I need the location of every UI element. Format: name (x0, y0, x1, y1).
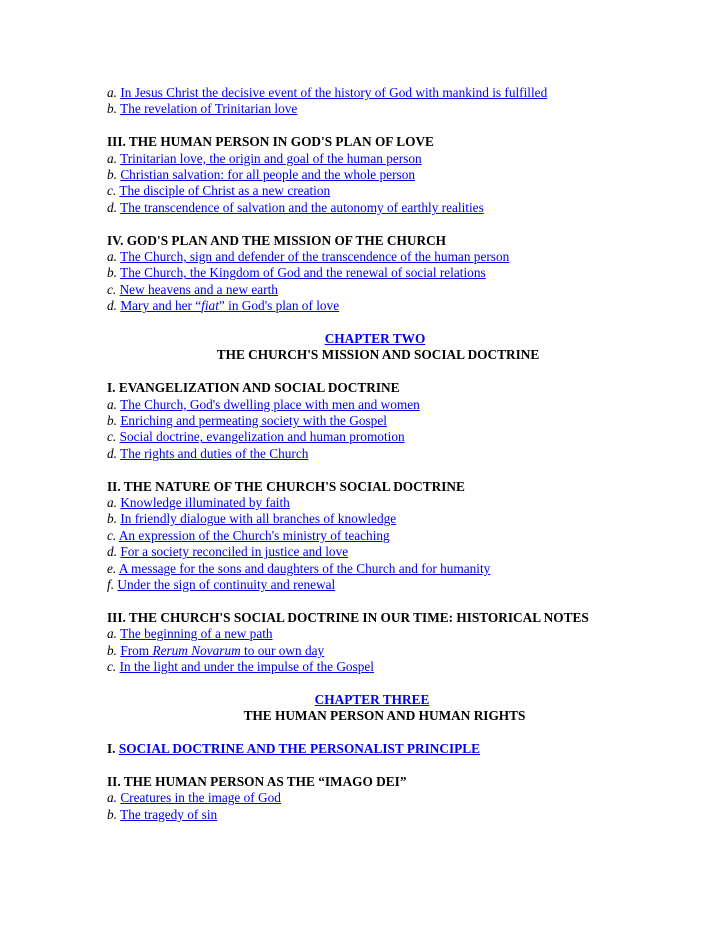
item-letter: a. (107, 249, 117, 265)
item-letter: d. (107, 544, 117, 560)
toc-item (107, 561, 637, 577)
toc-link[interactable]: Under the sign of continuity and renewal (117, 577, 336, 593)
link-text: Mary and her “ (120, 298, 202, 314)
chapter-title-row (107, 692, 637, 708)
item-letter: b. (107, 101, 117, 117)
link-text: ” in God's plan of love (218, 298, 340, 314)
item-letter: b. (107, 806, 117, 822)
item-letter: d. (107, 199, 117, 215)
toc-link[interactable]: The Church, sign and defender of the transcendence of the human person (120, 249, 510, 265)
item-letter: a. (107, 150, 117, 166)
section-heading: I. EVANGELIZATION AND SOCIAL DOCTRINE (107, 380, 400, 396)
chapter-subtitle-row (107, 347, 637, 363)
toc-link[interactable]: The tragedy of sin (120, 806, 218, 822)
item-letter: a. (107, 626, 117, 642)
toc-link[interactable]: In Jesus Christ the decisive event of the history of God with mankind is fulfilled (120, 85, 548, 100)
toc-link[interactable] (120, 643, 324, 658)
toc-link[interactable]: Knowledge illuminated by faith (120, 495, 290, 511)
toc-link[interactable]: New heavens and a new earth (119, 281, 278, 297)
toc-link[interactable]: The Church, the Kingdom of God and the renewal of social relations (120, 265, 486, 281)
item-letter: c. (107, 183, 117, 199)
chapter-two-link[interactable]: CHAPTER TWO (324, 331, 426, 347)
item-letter: c. (107, 659, 117, 675)
document-page (107, 85, 637, 823)
toc-item (107, 151, 637, 167)
toc-link[interactable]: In the light and under the impulse of the Gospel (119, 659, 374, 675)
item-letter: c. (107, 281, 117, 297)
item-letter: a. (107, 495, 117, 511)
item-letter: f. (107, 577, 115, 593)
section-heading: III. THE HUMAN PERSON IN GOD'S PLAN OF LOVE (107, 134, 434, 150)
toc-item (107, 298, 637, 314)
toc-item (107, 659, 637, 675)
toc-item (107, 397, 637, 413)
toc-item (107, 807, 637, 823)
toc-item (107, 167, 637, 183)
toc-link[interactable]: Social doctrine, evangelization and human promotion (119, 429, 405, 445)
toc-item (107, 511, 637, 527)
item-letter: e. (107, 560, 117, 576)
item-letter: d. (107, 445, 117, 461)
item-letter: b. (107, 167, 117, 183)
section-heading: II. THE HUMAN PERSON AS THE “IMAGO DEI” (107, 773, 407, 789)
link-italic-text: Rerum Novarum (152, 642, 241, 658)
toc-item (107, 643, 637, 659)
toc-item (107, 544, 637, 560)
section-heading: III. THE CHURCH'S SOCIAL DOCTRINE IN OUR TIME: HISTORICAL NOTES (107, 609, 589, 625)
item-letter: c. (107, 429, 117, 445)
chapter-title-row (107, 331, 637, 347)
toc-link[interactable]: An expression of the Church's ministry of teaching (118, 527, 390, 543)
section-heading (107, 741, 637, 757)
link-italic-text: fiat (201, 298, 219, 314)
section-heading: II. THE NATURE OF THE CHURCH'S SOCIAL DOCTRINE (107, 478, 465, 494)
toc-item (107, 626, 637, 642)
toc-link[interactable]: The beginning of a new path (120, 626, 273, 642)
toc-link[interactable]: Enriching and permeating society with the Gospel (120, 413, 387, 429)
link-text: to our own day (240, 642, 325, 658)
section-prefix: I. (107, 741, 119, 757)
item-letter: d. (107, 298, 117, 314)
toc-link[interactable]: The Church, God's dwelling place with men and women (120, 396, 420, 412)
toc-link[interactable]: The revelation of Trinitarian love (120, 101, 298, 117)
chapter-three-link[interactable]: CHAPTER THREE (314, 691, 430, 707)
toc-link[interactable]: In friendly dialogue with all branches of knowledge (120, 511, 397, 527)
toc-link[interactable]: For a society reconciled in justice and love (120, 544, 349, 560)
toc-item (107, 183, 637, 199)
toc-link[interactable]: The disciple of Christ as a new creation (119, 183, 331, 199)
chapter-subtitle: THE CHURCH'S MISSION AND SOCIAL DOCTRINE (216, 347, 540, 363)
item-letter: c. (107, 527, 117, 543)
item-letter: b. (107, 511, 117, 527)
toc-item (107, 101, 637, 117)
chapter-subtitle: THE HUMAN PERSON AND HUMAN RIGHTS (243, 708, 526, 724)
toc-link[interactable]: The rights and duties of the Church (120, 445, 309, 461)
toc-link[interactable]: A message for the sons and daughters of the Church and for humanity (118, 560, 491, 576)
toc-link[interactable]: Christian salvation: for all people and the whole person (120, 167, 415, 183)
toc-item (107, 200, 637, 216)
toc-item (107, 495, 637, 511)
item-letter: a. (107, 396, 117, 412)
item-letter: a. (107, 85, 117, 100)
toc-item (107, 85, 637, 101)
section-heading: IV. GOD'S PLAN AND THE MISSION OF THE CHURCH (107, 232, 447, 248)
toc-item (107, 446, 637, 462)
toc-link[interactable]: The transcendence of salvation and the autonomy of earthly realities (120, 199, 484, 215)
chapter-subtitle-row (107, 708, 637, 724)
item-letter: b. (107, 642, 117, 658)
toc-item (107, 249, 637, 265)
toc-item (107, 413, 637, 429)
item-letter: a. (107, 790, 117, 806)
toc-item (107, 577, 637, 593)
toc-item (107, 282, 637, 298)
toc-item (107, 265, 637, 281)
section-heading-link[interactable]: SOCIAL DOCTRINE AND THE PERSONALIST PRINCIPLE (118, 741, 481, 757)
item-letter: b. (107, 413, 117, 429)
toc-link[interactable] (120, 298, 339, 313)
toc-link[interactable]: Trinitarian love, the origin and goal of the human person (120, 150, 422, 166)
toc-item (107, 528, 637, 544)
item-letter: b. (107, 265, 117, 281)
toc-link[interactable]: Creatures in the image of God (120, 790, 281, 806)
toc-item (107, 429, 637, 445)
toc-item (107, 790, 637, 806)
link-text: From (120, 642, 153, 658)
